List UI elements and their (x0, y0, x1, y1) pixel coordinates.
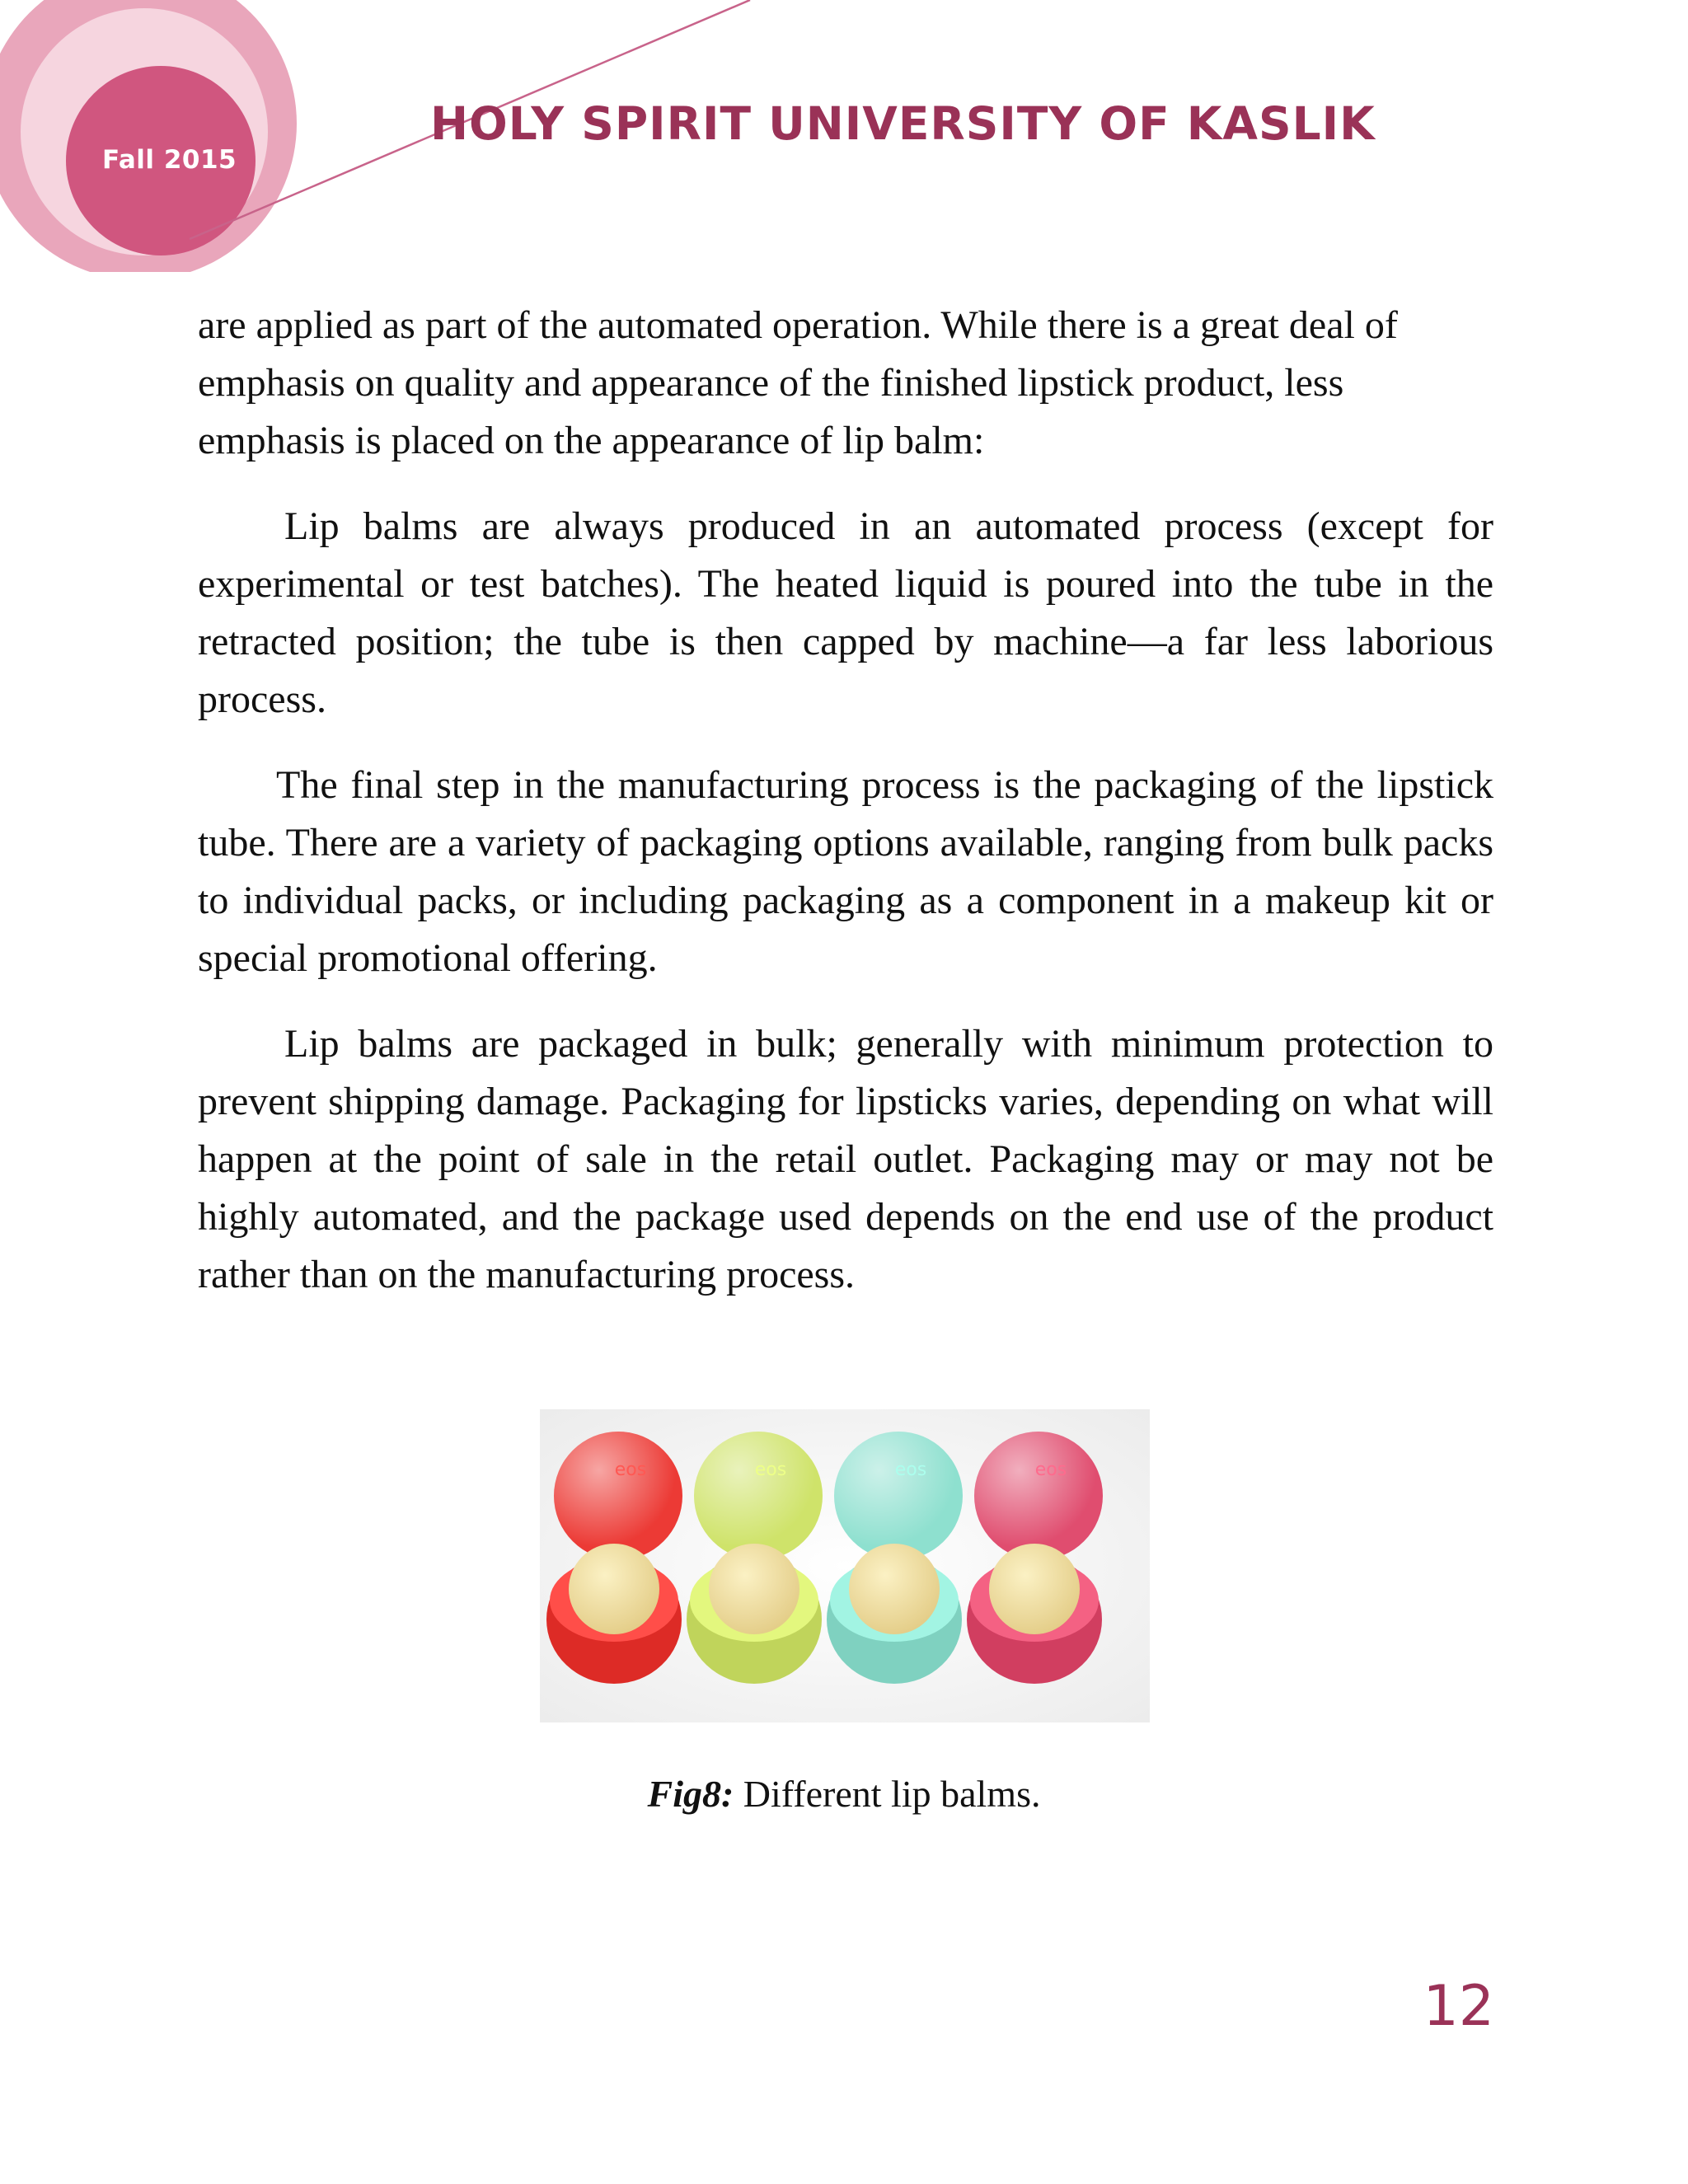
balm-lid-brand: eos (1034, 1460, 1067, 1480)
main-content (198, 297, 1493, 1332)
balm-dome (849, 1544, 940, 1634)
balm-dome (569, 1544, 659, 1634)
caption-label: Fig8: (647, 1773, 734, 1815)
paragraph-1: are applied as part of the automated operation. While there is a great deal of emphasis on quality and appearance of the finished lipstick product, less emphasis is placed on the appearance of lip balm: (198, 303, 1398, 462)
balm-lid-brand: eos (894, 1460, 927, 1480)
lip-balms-figure (540, 1409, 1150, 1722)
university-title: HOLY SPIRIT UNIVERSITY OF KASLIK (430, 97, 1376, 150)
caption-text: Different lip balms. (734, 1773, 1041, 1815)
paragraph-2: Lip balms are always produced in an automated process (except for experimental or test batches). The heated liquid is poured into the tube in the retracted position; the tube is then capped by machine—a far less laborious process. (198, 504, 1493, 721)
paragraph-3: The final step in the manufacturing process is the packaging of the lipstick tube. There are a variety of packaging options available, ranging from bulk packs to individual packs, or including packaging as a component in a makeup kit or special promotional offering. (198, 763, 1493, 980)
season-label: Fall 2015 (102, 145, 237, 175)
balm-lid-brand: eos (754, 1460, 787, 1480)
page-number: 12 (1423, 1974, 1494, 2039)
balm-lid-brand: eos (614, 1460, 647, 1480)
paragraph-4: Lip balms are packaged in bulk; generally with minimum protection to prevent shipping damage. Packaging for lipsticks varies, depending on what will happen at the point of sale in the retail outlet. Packaging may or may not be highly automated, and the package used depends on the end use of the product rather than on the manufacturing process. (198, 1022, 1493, 1296)
figure-caption (0, 1772, 1688, 1816)
balm-dome (989, 1544, 1080, 1634)
balm-dome (709, 1544, 799, 1634)
